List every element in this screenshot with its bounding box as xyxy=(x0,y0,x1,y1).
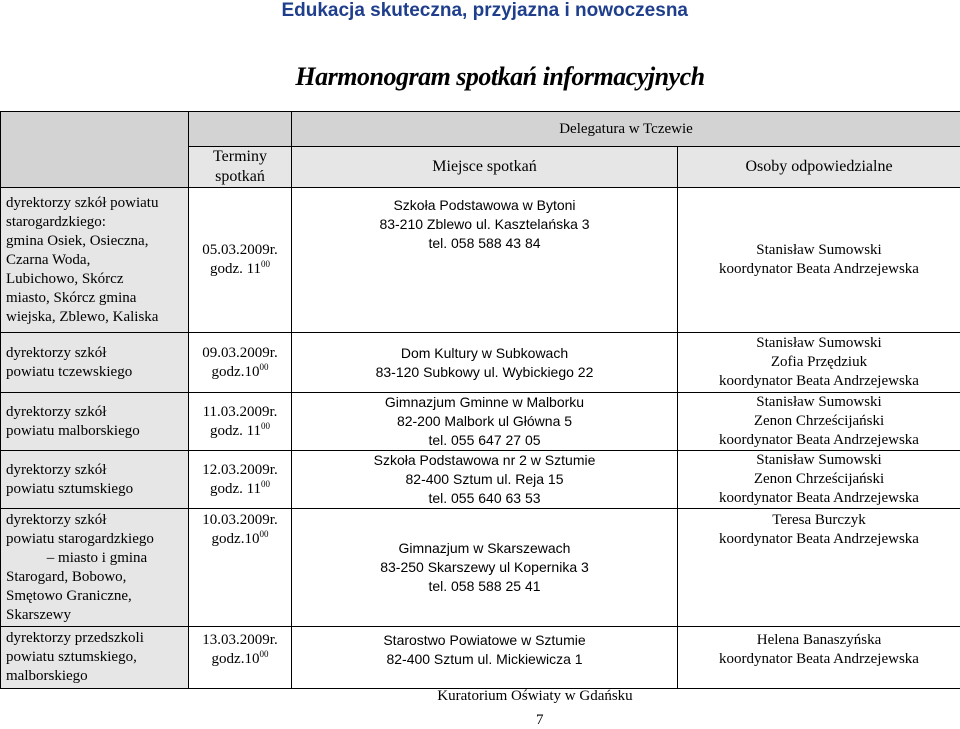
table-row-persons xyxy=(678,509,960,627)
group-line: Starogard, Bobowo, xyxy=(6,568,188,587)
group-line: – miasto i gmina xyxy=(6,549,188,568)
place-line: 83-250 Skarszewy ul Kopernika 3 xyxy=(292,558,677,577)
header-terminy: Terminy spotkań xyxy=(189,147,292,188)
person-line: Zenon Chrześcijański xyxy=(678,412,960,431)
table-row-persons xyxy=(678,393,960,451)
person-line: Stanisław Sumowski xyxy=(678,334,960,353)
table-row-group xyxy=(1,627,189,689)
group-line: Skarszewy xyxy=(6,606,188,625)
group-line: starogardzkiego: xyxy=(6,213,188,232)
table-corner-cell xyxy=(1,112,189,188)
table-row-place xyxy=(292,451,678,509)
person-line: koordynator Beata Andrzejewska xyxy=(678,489,960,508)
place-line: tel. 058 588 25 41 xyxy=(292,577,677,596)
table-row-persons xyxy=(678,627,960,689)
page-title: Harmonogram spotkań informacyjnych xyxy=(0,62,960,92)
table-row-place xyxy=(292,627,678,689)
table-row-group xyxy=(1,451,189,509)
place-line: tel. 058 588 43 84 xyxy=(292,234,677,253)
place-line: Gimnazjum Gminne w Malborku xyxy=(292,393,677,412)
place-line: Dom Kultury w Subkowach xyxy=(292,344,677,363)
table-row-group xyxy=(1,188,189,333)
table-row-persons xyxy=(678,188,960,333)
group-line: dyrektorzy szkół xyxy=(6,511,188,530)
date-text: 05.03.2009r. xyxy=(189,241,291,260)
time-text: $godz.10^{00}$ xyxy=(189,363,291,382)
table-row-place xyxy=(292,188,678,333)
person-line: koordynator Beata Andrzejewska xyxy=(678,372,960,391)
place-line: 83-210 Zblewo ul. Kasztelańska 3 xyxy=(292,215,677,234)
person-line: Stanisław Sumowski xyxy=(678,393,960,412)
time-text: godz. $11^{00}$ xyxy=(189,260,291,279)
table-row-place xyxy=(292,509,678,627)
table-row-place xyxy=(292,333,678,393)
table-row-persons xyxy=(678,333,960,393)
place-line: Gimnazjum w Skarszewach xyxy=(292,539,677,558)
place-line: Szkoła Podstawowa nr 2 w Sztumie xyxy=(292,451,677,470)
table-row-date xyxy=(189,393,292,451)
group-line: malborskiego xyxy=(6,667,188,686)
place-line: 82-200 Malbork ul Główna 5 xyxy=(292,412,677,431)
group-line: dyrektorzy przedszkoli xyxy=(6,629,188,648)
place-line: Starostwo Powiatowe w Sztumie xyxy=(292,631,677,650)
date-text: 11.03.2009r. xyxy=(189,403,291,422)
person-line: koordynator Beata Andrzejewska xyxy=(678,530,960,549)
group-line: gmina Osiek, Osieczna, xyxy=(6,232,188,251)
time-text: godz. $11^{00}$ xyxy=(189,422,291,441)
group-line: dyrektorzy szkół powiatu xyxy=(6,194,188,213)
group-line: wiejska, Zblewo, Kaliska xyxy=(6,308,188,327)
table-row-date xyxy=(189,451,292,509)
person-line: koordynator Beata Andrzejewska xyxy=(678,260,960,279)
place-line: 82-400 Sztum ul. Mickiewicza 1 xyxy=(292,650,677,669)
page-number: 7 xyxy=(536,712,544,729)
table-row-group xyxy=(1,509,189,627)
group-line: powiatu starogardzkiego xyxy=(6,530,188,549)
header-osoby: Osoby odpowiedzialne xyxy=(678,147,960,188)
table-row-date xyxy=(189,188,292,333)
place-line: tel. 055 647 27 05 xyxy=(292,431,677,450)
delegatura-heading: Delegatura w Tczewie xyxy=(292,112,960,147)
date-text: 13.03.2009r. xyxy=(189,631,291,650)
person-line: Teresa Burczyk xyxy=(678,511,960,530)
place-line: 82-400 Sztum ul. Reja 15 xyxy=(292,470,677,489)
schedule-table xyxy=(0,111,960,689)
person-line: Helena Banaszyńska xyxy=(678,631,960,650)
footer-organization: Kuratorium Oświaty w Gdańsku xyxy=(415,688,655,705)
person-line: Zofia Przędziuk xyxy=(678,353,960,372)
group-line: powiatu sztumskiego xyxy=(6,480,188,499)
place-line: Szkoła Podstawowa w Bytoni xyxy=(292,196,677,215)
group-line: dyrektorzy szkół xyxy=(6,403,188,422)
place-line: tel. 055 640 63 53 xyxy=(292,489,677,508)
table-row-date xyxy=(189,333,292,393)
header-miejsce: Miejsce spotkań xyxy=(292,147,678,188)
table-row-group xyxy=(1,333,189,393)
date-text: 10.03.2009r. xyxy=(189,511,291,530)
group-line: Smętowo Graniczne, xyxy=(6,587,188,606)
table-row-date xyxy=(189,509,292,627)
group-line: powiatu sztumskiego, xyxy=(6,648,188,667)
place-line: 83-120 Subkowy ul. Wybickiego 22 xyxy=(292,363,677,382)
time-text: $godz.10^{00}$ xyxy=(189,530,291,549)
group-line: miasto, Skórcz gmina xyxy=(6,289,188,308)
date-text: 09.03.2009r. xyxy=(189,344,291,363)
table-row-persons xyxy=(678,451,960,509)
group-line: Lubichowo, Skórcz xyxy=(6,270,188,289)
date-text: 12.03.2009r. xyxy=(189,461,291,480)
table-row-date xyxy=(189,627,292,689)
group-line: powiatu malborskiego xyxy=(6,422,188,441)
page-header xyxy=(0,0,960,22)
person-line: koordynator Beata Andrzejewska xyxy=(678,650,960,669)
table-row-group xyxy=(1,393,189,451)
group-line: Czarna Woda, xyxy=(6,251,188,270)
group-line: powiatu tczewskiego xyxy=(6,363,188,382)
time-text: godz. $11^{00}$ xyxy=(189,480,291,499)
table-row-place xyxy=(292,393,678,451)
group-line: dyrektorzy szkół xyxy=(6,461,188,480)
time-text: $godz.10^{00}$ xyxy=(189,650,291,669)
group-line: dyrektorzy szkół xyxy=(6,344,188,363)
person-line: koordynator Beata Andrzejewska xyxy=(678,431,960,450)
delegatura-spacer xyxy=(189,112,292,147)
person-line: Stanisław Sumowski xyxy=(678,241,960,260)
person-line: Zenon Chrześcijański xyxy=(678,470,960,489)
person-line: Stanisław Sumowski xyxy=(678,451,960,470)
header-slogan: Edukacja skuteczna, przyjazna i nowoczesna xyxy=(281,0,688,22)
